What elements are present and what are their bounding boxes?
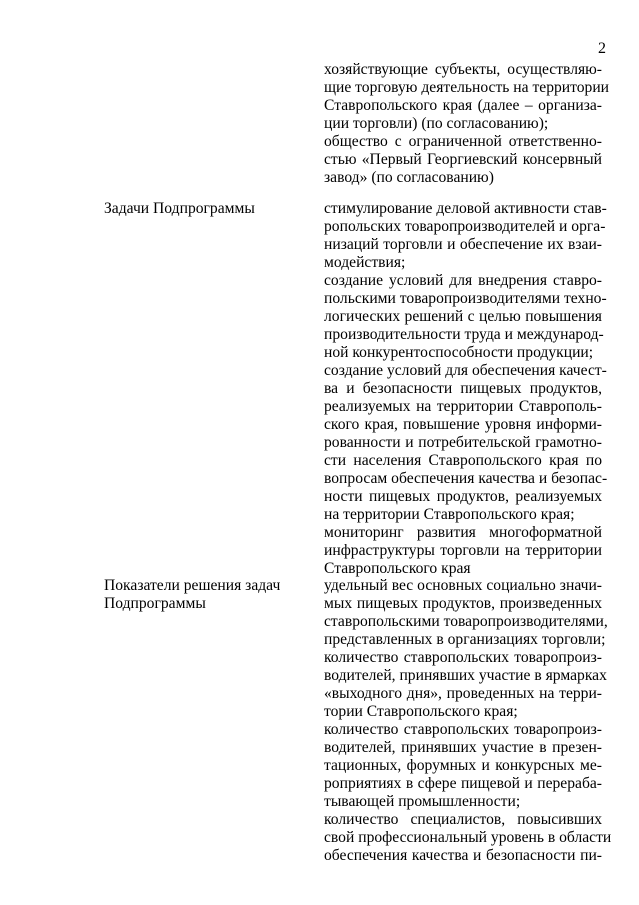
text-line: водителей, принявших участие в презен- bbox=[324, 739, 602, 756]
text-line: мониторинг развития многоформатной bbox=[324, 524, 602, 541]
text-line: представленных в организациях торговли; bbox=[324, 631, 606, 648]
text-line: на территории Ставропольского края; bbox=[324, 506, 575, 523]
text-line: «выходного дня», проведенных на терри- bbox=[324, 685, 602, 702]
indicators-text bbox=[324, 577, 612, 865]
text-line: ставропольскими товаропроизводителями, bbox=[324, 613, 608, 630]
text-line: Ставропольского края bbox=[324, 560, 471, 577]
text-line: вопросам обеспечения качества и безопас- bbox=[324, 470, 608, 487]
tasks-text bbox=[324, 200, 608, 578]
label-line: Задачи Подпрограммы bbox=[104, 200, 255, 217]
text-line: низаций торговли и обеспечение их взаи- bbox=[324, 236, 602, 253]
text-line: хозяйствующие субъекты, осуществляю- bbox=[324, 61, 602, 78]
text-line: модействия; bbox=[324, 254, 406, 271]
text-line: стимулирование деловой активности став- bbox=[324, 200, 607, 217]
text-line: польскими товаропроизводителями техно- bbox=[324, 290, 607, 307]
tasks-label bbox=[104, 200, 294, 218]
text-line: рованности и потребительской грамотно- bbox=[324, 434, 602, 451]
text-line: роприятиях в сфере пищевой и перераба- bbox=[324, 775, 602, 792]
text-line: логических решений с целью повышения bbox=[324, 308, 602, 325]
text-line: общество с ограниченной ответственно- bbox=[324, 133, 602, 150]
text-line: водителей, принявших участие в ярмарках bbox=[324, 667, 607, 684]
text-line: мых пищевых продуктов, произведенных bbox=[324, 595, 602, 612]
text-line: инфраструктуры торговли на территории bbox=[324, 542, 602, 559]
text-line: тационных, форумных и конкурсных ме- bbox=[324, 757, 602, 774]
text-line: обеспечения качества и безопасности пи- bbox=[324, 847, 602, 864]
text-line: количество ставропольских товаропроиз- bbox=[324, 649, 602, 666]
text-line: удельный вес основных социально значи- bbox=[324, 577, 602, 594]
text-line: ского края, повышение уровня информи- bbox=[324, 416, 602, 433]
text-line: тории Ставропольского края; bbox=[324, 703, 518, 720]
text-line: ции торговли) (по согласованию); bbox=[324, 115, 549, 132]
text-line: ва и безопасности пищевых продуктов, bbox=[324, 380, 602, 397]
page-number: 2 bbox=[598, 40, 606, 57]
text-line: реализуемых на территории Ставрополь- bbox=[324, 398, 602, 415]
participants-text bbox=[324, 61, 610, 187]
text-line: производительности труда и международ- bbox=[324, 326, 604, 343]
indicators-label bbox=[104, 577, 294, 613]
text-line: ной конкурентоспособности продукции; bbox=[324, 344, 594, 361]
text-line: Ставропольского края (далее – организа- bbox=[324, 97, 602, 114]
text-line: количество ставропольских товаропроиз- bbox=[324, 721, 602, 738]
text-line: тывающей промышленности; bbox=[324, 793, 521, 810]
text-line: создание условий для обеспечения качест- bbox=[324, 362, 607, 379]
text-line: количество специалистов, повысивших bbox=[324, 811, 602, 828]
text-line: щие торговую деятельность на территории bbox=[324, 79, 610, 96]
text-line: завод» (по согласованию) bbox=[324, 169, 494, 186]
text-line: создание условий для внедрения ставро- bbox=[324, 272, 602, 289]
label-line: Показатели решения задач bbox=[104, 577, 281, 594]
text-line: ропольских товаропроизводителей и орга- bbox=[324, 218, 606, 235]
text-line: сти населения Ставропольского края по bbox=[324, 452, 602, 469]
text-line: стью «Первый Георгиевский консервный bbox=[324, 151, 602, 168]
text-line: свой профессиональный уровень в области bbox=[324, 829, 612, 846]
label-line: Подпрограммы bbox=[104, 595, 206, 612]
text-line: ности пищевых продуктов, реализуемых bbox=[324, 488, 602, 505]
